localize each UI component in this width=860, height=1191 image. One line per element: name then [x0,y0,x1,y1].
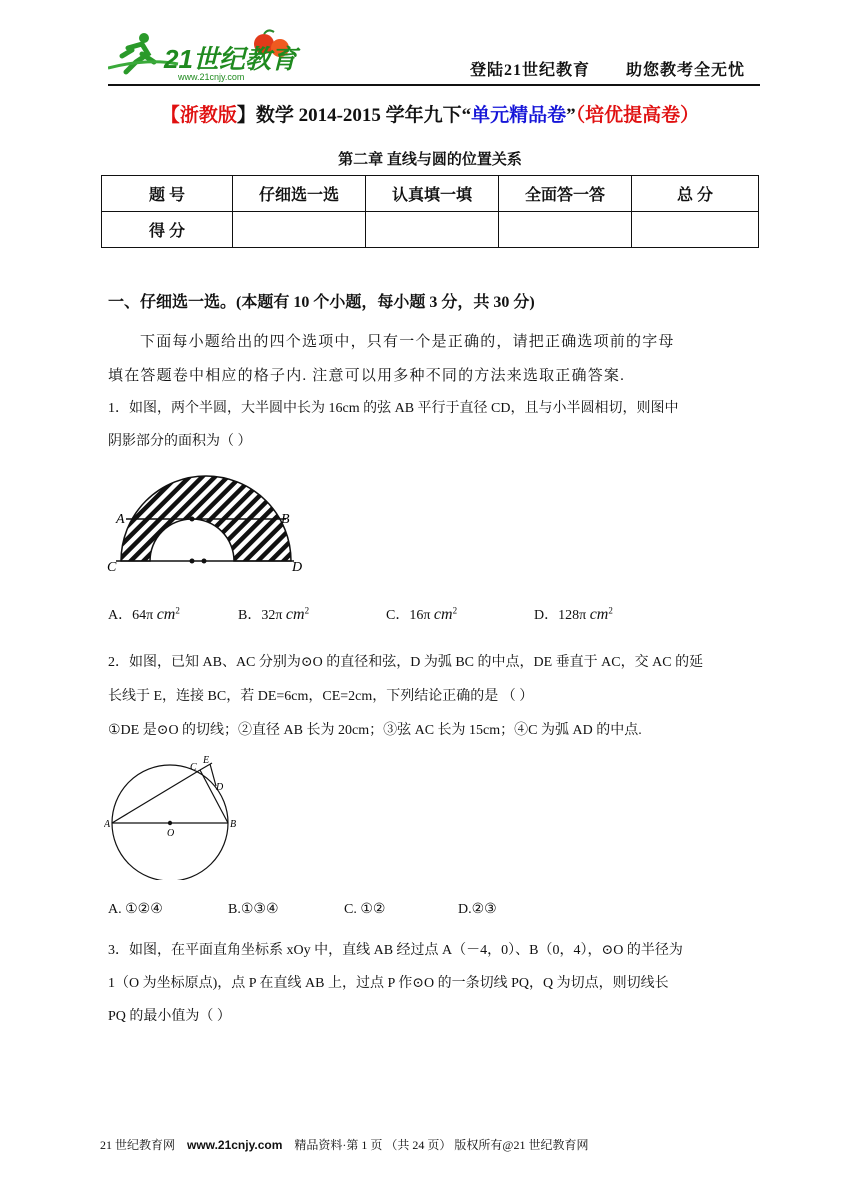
score-cell [632,212,759,248]
title-subject: 】数学 2014-2015 学年九下“ [236,105,472,126]
q2-option-c: C. ①② [344,902,386,917]
score-cell [233,212,366,248]
q1-label-d: D [292,560,303,575]
score-cell [366,212,499,248]
q2-label-o: O [167,828,175,839]
score-header-cell: 全面答一答 [499,176,632,212]
header-slogan-2: 助您教考全无忧 [626,62,746,79]
q2-label-c: C [190,762,197,773]
footer-page-info: 精品资料·第 1 页 （共 24 页） 版权所有@21 世纪教育网 [294,1138,589,1152]
q1-label-b: B [281,512,290,527]
q1-option-b: B．32π $cm^2$ [238,605,310,623]
header-divider [108,84,760,86]
q1-option-a: A．64π $cm^2$ [108,605,180,623]
score-table [101,175,759,248]
q2-label-b: B [230,819,237,830]
q1-text-line-1: 1．如图，两个半圆，大半圆中长为 16cm 的弦 AB 平行于直径 CD，且与小半圆相切，则图中 [108,401,679,416]
q2-label-e: E [203,755,210,766]
q1-text-line-2: 阴影部分的面积为（ ） [108,434,252,449]
q2-text-line-2: 长线于 E，连接 BC，若 DE=6cm，CE=2cm，下列结论正确的是 （ ） [108,689,534,704]
q1-option-d: D．128π $cm^2$ [534,605,613,623]
score-header-cell: 仔细选一选 [233,176,366,212]
title-bracket-open: 【 [160,105,180,126]
q2-label-a: A [104,819,111,830]
score-header-cell: 总 分 [632,176,759,212]
q3-text-line-3: PQ 的最小值为（ ） [108,1009,231,1024]
section-1-instruction-1: 下面每小题给出的四个选项中，只有一个是正确的，请把正确选项前的字母 [140,334,675,350]
title-unit-label: 单元精品卷 [471,105,567,126]
chapter-title: 第二章 直线与圆的位置关系 [338,152,522,168]
header-slogans [470,57,745,80]
q2-label-d: D [216,782,224,793]
score-table-score-row [102,212,759,248]
q3-text-line-1: 3．如图，在平面直角坐标系 xOy 中，直线 AB 经过点 A（－4，0）、B（0，4），⊙O 的半径为 [108,943,683,958]
site-logo [108,28,304,82]
title-edition: 浙教版 [179,105,237,126]
title-level: （培优提高卷） [575,105,700,126]
q2-chord-ac [112,770,200,823]
section-1-title: 一、仔细选一选。(本题有 10 个小题，每小题 3 分，共 30 分) [108,294,535,311]
page-title [0,100,860,127]
q2-option-a: A. ①②④ [108,902,163,917]
q2-option-d: D.②③ [458,902,497,917]
score-cell [499,212,632,248]
logo-url: www.21cnjy.com [178,72,245,82]
score-row-label: 得 分 [102,212,233,248]
q2-text-line-3: ①DE 是⊙O 的切线；②直径 AB 长为 20cm；③弦 AC 长为 15cm；④C 为弧 AD 的中点. [108,723,642,738]
title-quote-close: ” [566,105,576,126]
q1-figure [104,470,318,580]
score-header-cell: 认真填一填 [366,176,499,212]
section-1-instruction-2: 填在答题卷中相应的格子内. 注意可以用多种不同的方法来选取正确答案. [108,368,626,384]
score-header-cell: 题 号 [102,176,233,212]
q1-label-c: C [107,560,117,575]
page-footer [100,1136,588,1153]
footer-url[interactable]: www.21cnjy.com [187,1138,283,1152]
q1-label-a: A [116,512,125,527]
footer-site: 21 世纪教育网 [100,1138,176,1152]
header-slogan-1: 登陆21世纪教育 [470,62,591,79]
logo-text: 21世纪教育 [164,44,297,74]
score-table-header-row [102,176,759,212]
q1-option-c: C．16π $cm^2$ [386,605,458,623]
q3-text-line-2: 1（O 为坐标原点)，点 P 在直线 AB 上，过点 P 作⊙O 的一条切线 PQ，Q 为切点，则切线长 [108,976,669,991]
q2-option-b: B.①③④ [228,902,279,917]
q2-text-line-1: 2．如图，已知 AB、AC 分别为⊙O 的直径和弦，D 为弧 BC 的中点，DE 垂直于 AC，交 AC 的延 [108,655,704,670]
q2-figure [104,750,244,880]
